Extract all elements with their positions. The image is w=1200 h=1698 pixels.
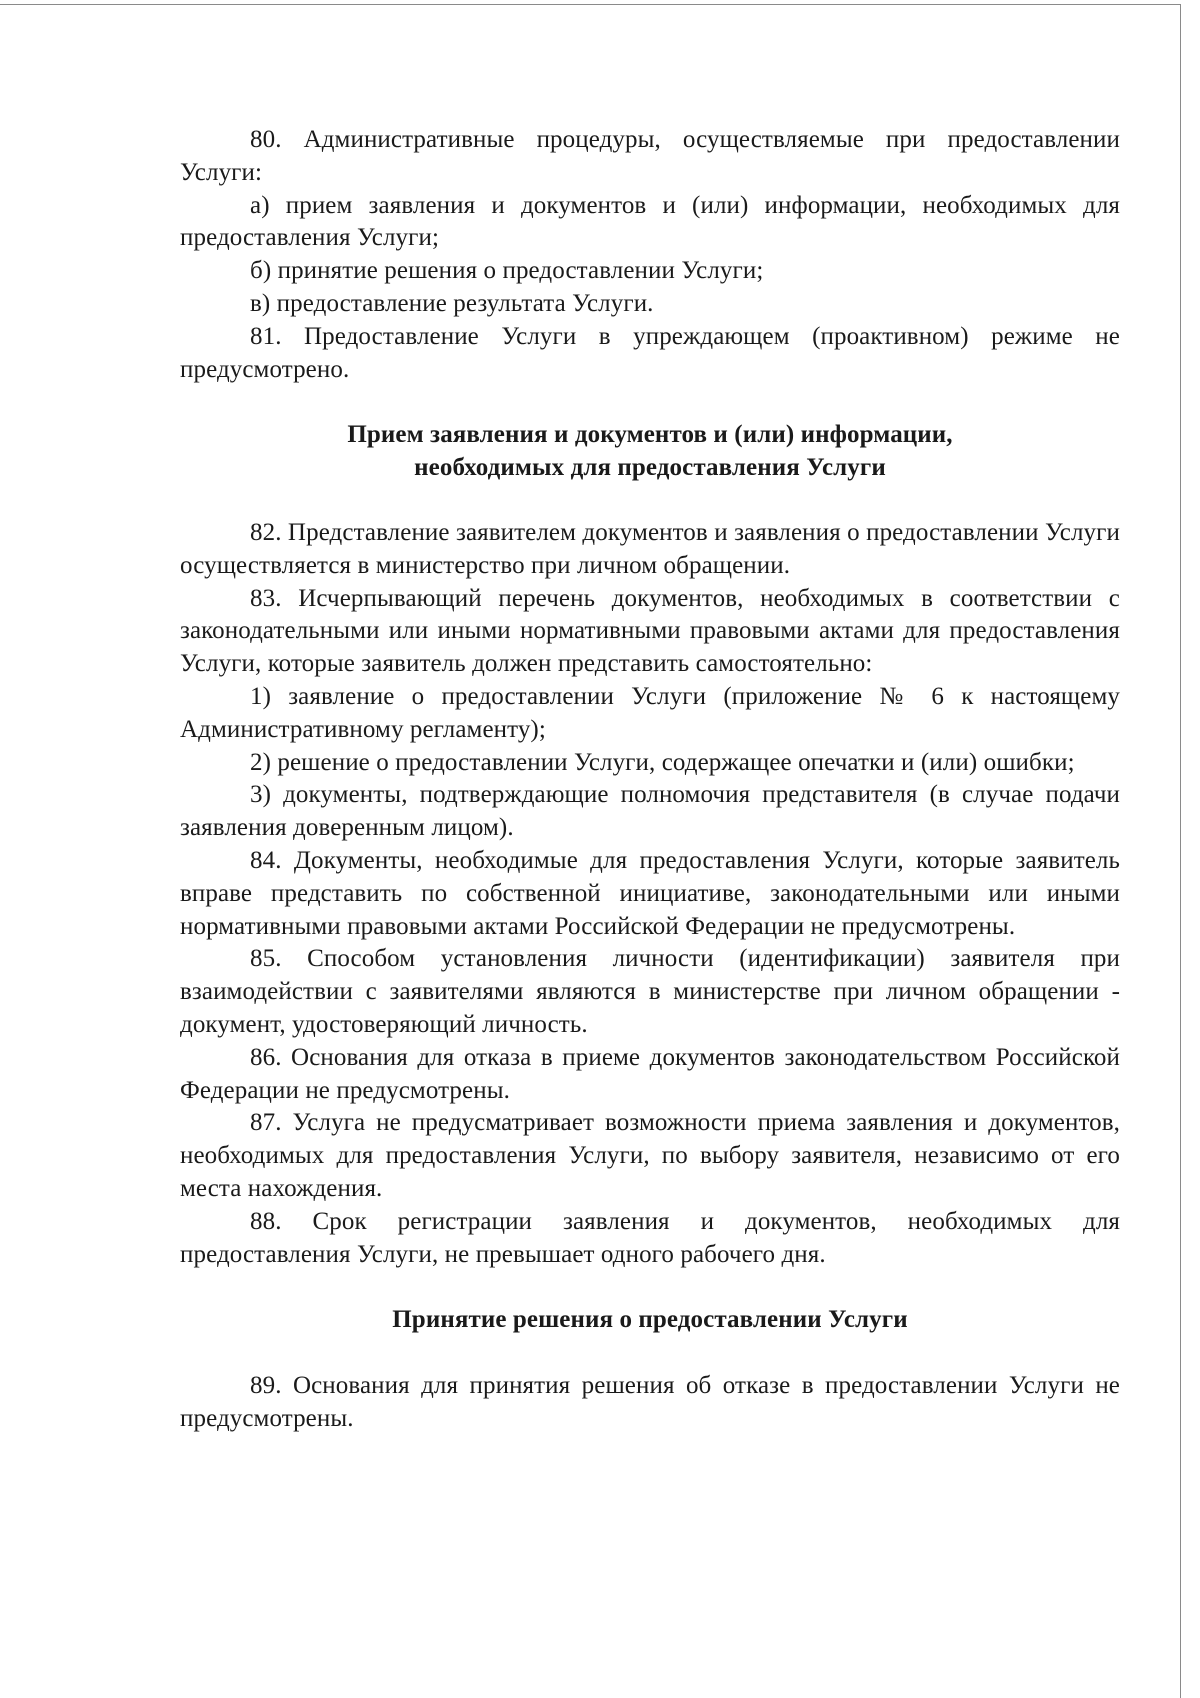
paragraph-83-1: 1) заявление о предоставлении Услуги (приложение № 6 к настоящему Административному регламенту); — [180, 682, 1120, 743]
paragraph-81: 81. Предоставление Услуги в упреждающем (проактивном) режиме не предусмотрено. — [180, 322, 1120, 383]
section-heading-2: Принятие решения о предоставлении Услуги — [392, 1306, 908, 1334]
paragraph-80: 80. Административные процедуры, осуществляемые при предоставлении Услуги: — [180, 126, 1120, 186]
paragraph-82: 82. Представление заявителем документов и заявления о предоставлении Услуги осуществляется в министерство при личном обращении. — [180, 518, 1120, 579]
scan-edge-right — [1180, 4, 1181, 1698]
paragraph-87: 87. Услуга не предусматривает возможности приема заявления и документов, необходимых для предоставления Услуги, по выбору заявителя, независимо от его места нахождения. — [180, 1109, 1120, 1202]
paragraph-80-b: б) принятие решения о предоставлении Услуги; — [250, 257, 764, 285]
section-heading-line-2: необходимых для предоставления Услуги — [414, 454, 886, 482]
document-page — [180, 124, 1120, 1436]
paragraph-86: 86. Основания для отказа в приеме документов законодательством Российской Федерации не предусмотрены. — [180, 1043, 1120, 1104]
paragraph-88: 88. Срок регистрации заявления и документов, необходимых для предоставления Услуги, не превышает одного рабочего дня. — [180, 1207, 1120, 1268]
paragraph-83-3: 3) документы, подтверждающие полномочия представителя (в случае подачи заявления доверенным лицом). — [180, 781, 1120, 842]
paragraph-80-c: в) предоставление результата Услуги. — [250, 289, 654, 317]
paragraph-84: 84. Документы, необходимые для предоставления Услуги, которые заявитель вправе представить по собственной инициативе, законодательными или иными нормативными правовыми актами Российской Федерации не предусмотрены. — [180, 846, 1120, 940]
paragraph-89: 89. Основания для принятия решения об отказе в предоставлении Услуги не предусмотрены. — [180, 1372, 1120, 1432]
paragraph-85: 85. Способом установления личности (идентификации) заявителя при взаимодействии с заявителями являются в министерстве при личном обращении - документ, удостоверяющий личность. — [180, 945, 1120, 1038]
paragraph-83: 83. Исчерпывающий перечень документов, необходимых в соответствии с законодательными или иными нормативными правовыми актами для предоставления Услуги, которые заявитель должен представить самостоятельно: — [180, 584, 1120, 678]
scan-edge-top — [0, 4, 1180, 5]
section-heading-line-1: Прием заявления и документов и (или) информации, — [347, 421, 953, 449]
paragraph-83-2: 2) решение о предоставлении Услуги, содержащее опечатки и (или) ошибки; — [250, 748, 1075, 776]
paragraph-80-a: а) прием заявления и документов и (или) информации, необходимых для предоставления Услуги; — [180, 191, 1120, 252]
